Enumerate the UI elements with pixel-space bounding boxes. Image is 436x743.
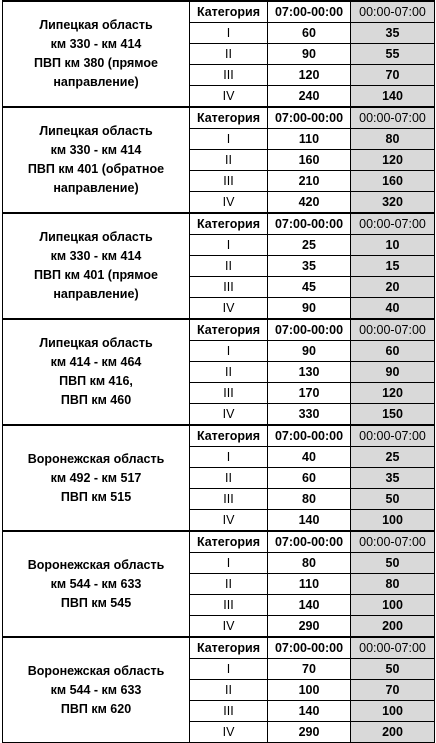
- vehicle-category-cell: I: [190, 23, 268, 44]
- vehicle-category-cell: IV: [190, 722, 268, 743]
- vehicle-category-cell: II: [190, 150, 268, 171]
- night-rate-cell: 35: [351, 23, 435, 44]
- road-section-line: ПВП км 380 (прямое: [34, 56, 158, 70]
- column-header-day: 07:00-00:00: [268, 213, 351, 235]
- column-header-day: 07:00-00:00: [268, 531, 351, 553]
- day-rate-cell: 80: [268, 489, 351, 510]
- road-section-line: направление): [53, 181, 139, 195]
- vehicle-category-cell: IV: [190, 510, 268, 532]
- day-rate-cell: 290: [268, 722, 351, 743]
- day-rate-cell: 170: [268, 383, 351, 404]
- section-header-row: [3, 531, 435, 553]
- road-section-line: км 330 - км 414: [50, 37, 142, 51]
- road-section-line: Липецкая область: [39, 18, 153, 32]
- vehicle-category-cell: II: [190, 256, 268, 277]
- day-rate-cell: 330: [268, 404, 351, 426]
- day-rate-cell: 420: [268, 192, 351, 214]
- road-section-line: Липецкая область: [39, 230, 153, 244]
- road-section-line: км 330 - км 414: [50, 249, 142, 263]
- night-rate-cell: 100: [351, 510, 435, 532]
- day-rate-cell: 25: [268, 235, 351, 256]
- road-section-line: ПВП км 401 (прямое: [34, 268, 158, 282]
- column-header-night: 00:00-07:00: [351, 107, 435, 129]
- vehicle-category-cell: II: [190, 468, 268, 489]
- night-rate-cell: 50: [351, 489, 435, 510]
- road-section-label: [3, 213, 190, 319]
- night-rate-cell: 10: [351, 235, 435, 256]
- road-section-line: км 544 - км 633: [50, 576, 142, 591]
- vehicle-category-cell: I: [190, 129, 268, 150]
- column-header-day: 07:00-00:00: [268, 637, 351, 659]
- column-header-category: Категория: [190, 319, 268, 341]
- column-header-category: Категория: [190, 531, 268, 553]
- road-section-line: ПВП км 620: [60, 701, 132, 716]
- night-rate-cell: 90: [351, 362, 435, 383]
- section-header-row: [3, 425, 435, 447]
- night-rate-cell: 70: [351, 680, 435, 701]
- vehicle-category-cell: III: [190, 171, 268, 192]
- tariff-table-body: [3, 1, 435, 743]
- column-header-category: Категория: [190, 107, 268, 129]
- road-section-line: ПВП км 545: [60, 595, 132, 610]
- vehicle-category-cell: IV: [190, 192, 268, 214]
- night-rate-cell: 25: [351, 447, 435, 468]
- day-rate-cell: 160: [268, 150, 351, 171]
- day-rate-cell: 140: [268, 595, 351, 616]
- road-section-label: [3, 637, 190, 743]
- night-rate-cell: 100: [351, 701, 435, 722]
- day-rate-cell: 290: [268, 616, 351, 638]
- vehicle-category-cell: II: [190, 680, 268, 701]
- vehicle-category-cell: I: [190, 235, 268, 256]
- road-section-label: [3, 107, 190, 213]
- day-rate-cell: 90: [268, 341, 351, 362]
- section-header-row: [3, 319, 435, 341]
- day-rate-cell: 140: [268, 701, 351, 722]
- vehicle-category-cell: III: [190, 701, 268, 722]
- night-rate-cell: 100: [351, 595, 435, 616]
- night-rate-cell: 140: [351, 86, 435, 108]
- night-rate-cell: 150: [351, 404, 435, 426]
- night-rate-cell: 320: [351, 192, 435, 214]
- night-rate-cell: 200: [351, 616, 435, 638]
- road-section-label: [3, 531, 190, 637]
- day-rate-cell: 140: [268, 510, 351, 532]
- column-header-category: Категория: [190, 425, 268, 447]
- road-section-line: направление): [53, 287, 139, 301]
- night-rate-cell: 50: [351, 659, 435, 680]
- road-section-line: Воронежская область: [27, 557, 165, 572]
- night-rate-cell: 55: [351, 44, 435, 65]
- day-rate-cell: 60: [268, 23, 351, 44]
- day-rate-cell: 40: [268, 447, 351, 468]
- column-header-night: 00:00-07:00: [351, 1, 435, 23]
- vehicle-category-cell: II: [190, 44, 268, 65]
- section-header-row: [3, 213, 435, 235]
- column-header-night: 00:00-07:00: [351, 319, 435, 341]
- road-section-label: [3, 1, 190, 107]
- night-rate-cell: 120: [351, 383, 435, 404]
- road-section-line: км 414 - км 464: [50, 355, 142, 369]
- road-section-line: км 492 - км 517: [50, 470, 142, 485]
- road-section-line: Липецкая область: [39, 124, 153, 138]
- road-section-line: направление): [53, 75, 139, 89]
- day-rate-cell: 80: [268, 553, 351, 574]
- road-section-line: ПВП км 515: [60, 489, 132, 504]
- road-section-line: Воронежская область: [27, 663, 165, 678]
- road-section-line: ПВП км 416,: [59, 374, 133, 388]
- road-section-line: Липецкая область: [39, 336, 153, 350]
- night-rate-cell: 200: [351, 722, 435, 743]
- column-header-night: 00:00-07:00: [351, 637, 435, 659]
- night-rate-cell: 50: [351, 553, 435, 574]
- column-header-day: 07:00-00:00: [268, 1, 351, 23]
- day-rate-cell: 70: [268, 659, 351, 680]
- vehicle-category-cell: IV: [190, 298, 268, 320]
- day-rate-cell: 90: [268, 44, 351, 65]
- vehicle-category-cell: III: [190, 489, 268, 510]
- column-header-day: 07:00-00:00: [268, 319, 351, 341]
- vehicle-category-cell: I: [190, 553, 268, 574]
- day-rate-cell: 130: [268, 362, 351, 383]
- section-header-row: [3, 107, 435, 129]
- column-header-category: Категория: [190, 213, 268, 235]
- night-rate-cell: 120: [351, 150, 435, 171]
- vehicle-category-cell: III: [190, 65, 268, 86]
- day-rate-cell: 100: [268, 680, 351, 701]
- column-header-night: 00:00-07:00: [351, 425, 435, 447]
- night-rate-cell: 70: [351, 65, 435, 86]
- night-rate-cell: 40: [351, 298, 435, 320]
- column-header-category: Категория: [190, 637, 268, 659]
- column-header-category: Категория: [190, 1, 268, 23]
- day-rate-cell: 120: [268, 65, 351, 86]
- road-section-line: ПВП км 460: [60, 393, 132, 407]
- day-rate-cell: 45: [268, 277, 351, 298]
- night-rate-cell: 35: [351, 468, 435, 489]
- day-rate-cell: 90: [268, 298, 351, 320]
- day-rate-cell: 240: [268, 86, 351, 108]
- road-section-line: км 330 - км 414: [50, 143, 142, 157]
- vehicle-category-cell: III: [190, 383, 268, 404]
- road-section-line: ПВП км 401 (обратное: [27, 162, 165, 176]
- vehicle-category-cell: IV: [190, 404, 268, 426]
- day-rate-cell: 60: [268, 468, 351, 489]
- night-rate-cell: 15: [351, 256, 435, 277]
- day-rate-cell: 110: [268, 129, 351, 150]
- section-header-row: [3, 1, 435, 23]
- night-rate-cell: 80: [351, 129, 435, 150]
- vehicle-category-cell: III: [190, 595, 268, 616]
- tariff-table: [2, 0, 435, 743]
- vehicle-category-cell: I: [190, 447, 268, 468]
- vehicle-category-cell: II: [190, 574, 268, 595]
- night-rate-cell: 160: [351, 171, 435, 192]
- vehicle-category-cell: I: [190, 659, 268, 680]
- vehicle-category-cell: IV: [190, 616, 268, 638]
- road-section-label: [3, 319, 190, 425]
- road-section-line: км 544 - км 633: [50, 682, 142, 697]
- road-section-label: [3, 425, 190, 531]
- section-header-row: [3, 637, 435, 659]
- vehicle-category-cell: IV: [190, 86, 268, 108]
- night-rate-cell: 80: [351, 574, 435, 595]
- night-rate-cell: 20: [351, 277, 435, 298]
- day-rate-cell: 210: [268, 171, 351, 192]
- column-header-day: 07:00-00:00: [268, 425, 351, 447]
- day-rate-cell: 35: [268, 256, 351, 277]
- vehicle-category-cell: I: [190, 341, 268, 362]
- night-rate-cell: 60: [351, 341, 435, 362]
- road-section-line: Воронежская область: [27, 451, 165, 466]
- column-header-night: 00:00-07:00: [351, 213, 435, 235]
- vehicle-category-cell: III: [190, 277, 268, 298]
- day-rate-cell: 110: [268, 574, 351, 595]
- column-header-night: 00:00-07:00: [351, 531, 435, 553]
- column-header-day: 07:00-00:00: [268, 107, 351, 129]
- vehicle-category-cell: II: [190, 362, 268, 383]
